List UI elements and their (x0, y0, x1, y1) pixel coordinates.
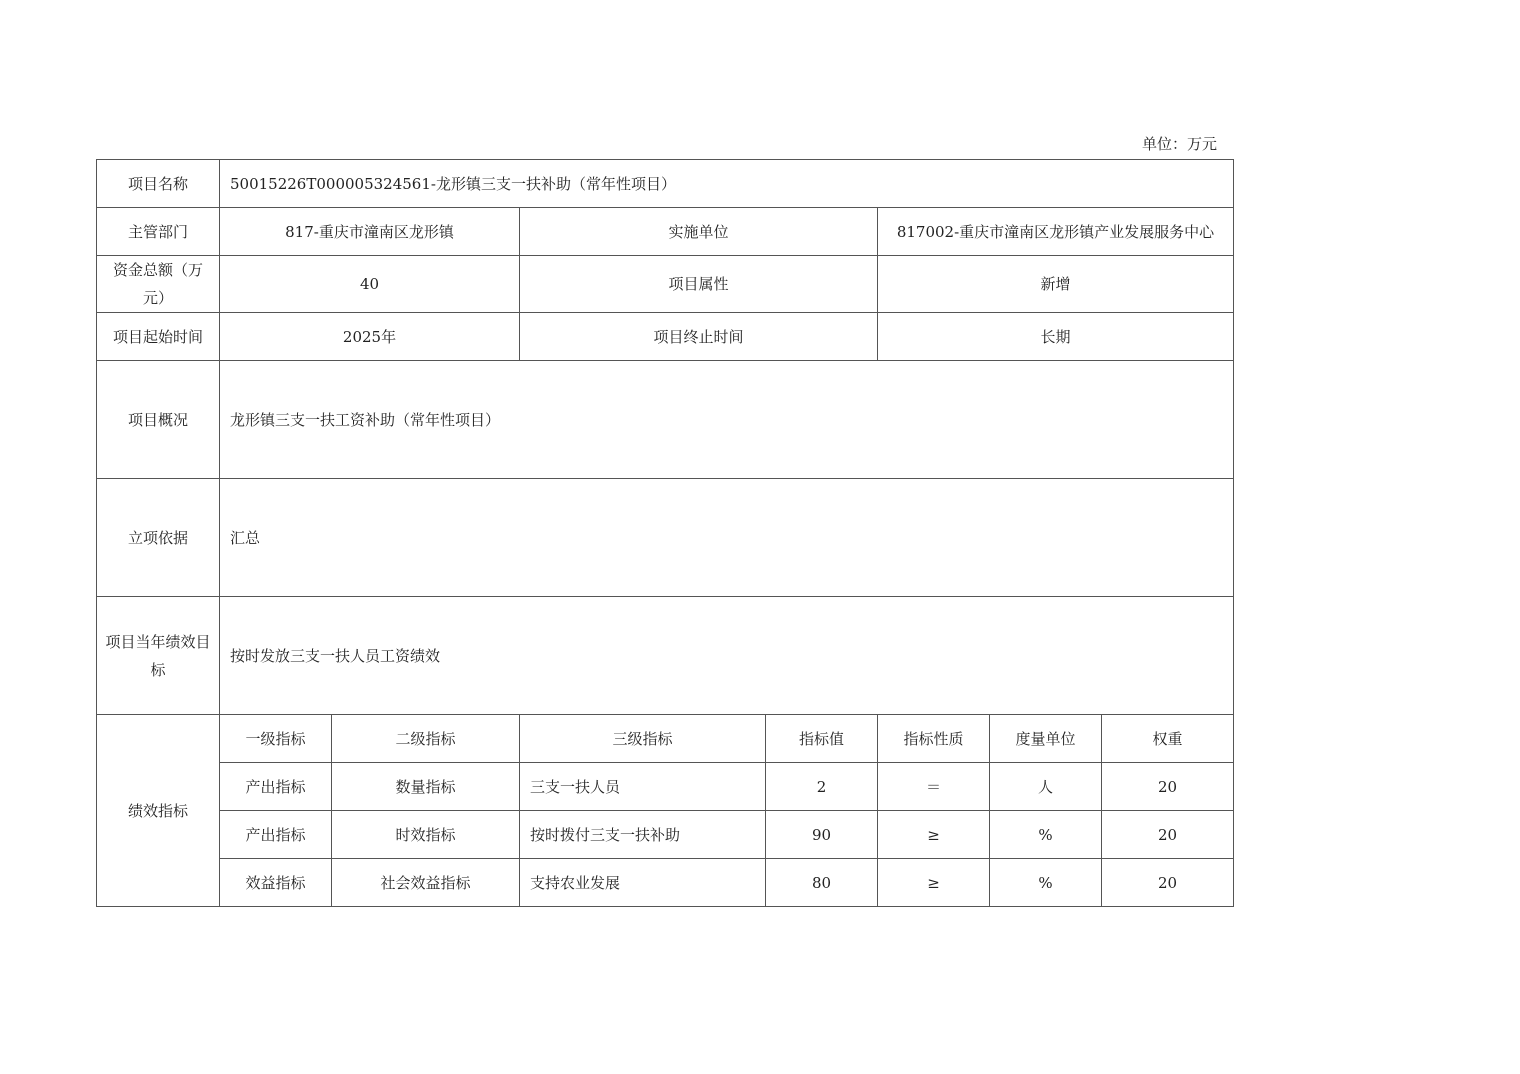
indicator-weight: 20 (1102, 763, 1234, 811)
indicator-header-unit: 度量单位 (990, 715, 1102, 763)
indicator-value: 2 (766, 763, 878, 811)
indicator-nature: ＝ (878, 763, 990, 811)
goal-value: 按时发放三支一扶人员工资绩效 (220, 597, 1234, 715)
funding-label: 资金总额（万元） (97, 256, 220, 313)
indicator-nature: ≥ (878, 811, 990, 859)
indicator-weight: 20 (1102, 811, 1234, 859)
period-row (97, 313, 1234, 361)
indicator-value: 90 (766, 811, 878, 859)
indicator-header-row (97, 715, 1234, 763)
indicator-level2: 时效指标 (332, 811, 520, 859)
basis-label: 立项依据 (97, 479, 220, 597)
project-attribute-value: 新增 (878, 256, 1234, 313)
basis-row (97, 479, 1234, 597)
overview-label: 项目概况 (97, 361, 220, 479)
implementing-unit-value: 817002-重庆市潼南区龙形镇产业发展服务中心 (878, 208, 1234, 256)
project-performance-table (96, 159, 1234, 907)
indicator-weight: 20 (1102, 859, 1234, 907)
indicator-level2: 数量指标 (332, 763, 520, 811)
indicator-level2: 社会效益指标 (332, 859, 520, 907)
start-time-label: 项目起始时间 (97, 313, 220, 361)
project-name-label: 项目名称 (97, 160, 220, 208)
indicator-header-weight: 权重 (1102, 715, 1234, 763)
indicator-row (97, 811, 1234, 859)
end-time-label: 项目终止时间 (520, 313, 878, 361)
indicator-header-level1: 一级指标 (220, 715, 332, 763)
project-name-row (97, 160, 1234, 208)
indicator-level1: 效益指标 (220, 859, 332, 907)
department-value: 817-重庆市潼南区龙形镇 (220, 208, 520, 256)
indicator-value: 80 (766, 859, 878, 907)
indicator-header-level2: 二级指标 (332, 715, 520, 763)
indicator-row (97, 763, 1234, 811)
indicator-unit: % (990, 859, 1102, 907)
department-label: 主管部门 (97, 208, 220, 256)
indicator-row (97, 859, 1234, 907)
implementing-unit-label: 实施单位 (520, 208, 878, 256)
indicator-level3: 按时拨付三支一扶补助 (520, 811, 766, 859)
start-time-value: 2025年 (220, 313, 520, 361)
goal-row (97, 597, 1234, 715)
indicators-label: 绩效指标 (97, 715, 220, 907)
indicator-unit: 人 (990, 763, 1102, 811)
unit-label: 单位：万元 (1142, 135, 1218, 153)
basis-value: 汇总 (220, 479, 1234, 597)
indicator-nature: ≥ (878, 859, 990, 907)
indicator-unit: % (990, 811, 1102, 859)
department-row (97, 208, 1234, 256)
project-attribute-label: 项目属性 (520, 256, 878, 313)
indicator-level1: 产出指标 (220, 811, 332, 859)
indicator-level1: 产出指标 (220, 763, 332, 811)
overview-row (97, 361, 1234, 479)
indicator-header-nature: 指标性质 (878, 715, 990, 763)
overview-value: 龙形镇三支一扶工资补助（常年性项目） (220, 361, 1234, 479)
funding-row (97, 256, 1234, 313)
indicator-header-value: 指标值 (766, 715, 878, 763)
funding-value: 40 (220, 256, 520, 313)
indicator-level3: 三支一扶人员 (520, 763, 766, 811)
indicator-header-level3: 三级指标 (520, 715, 766, 763)
goal-label: 项目当年绩效目标 (97, 597, 220, 715)
indicator-level3: 支持农业发展 (520, 859, 766, 907)
end-time-value: 长期 (878, 313, 1234, 361)
project-name-value: 50015226T000005324561-龙形镇三支一扶补助（常年性项目） (220, 160, 1234, 208)
